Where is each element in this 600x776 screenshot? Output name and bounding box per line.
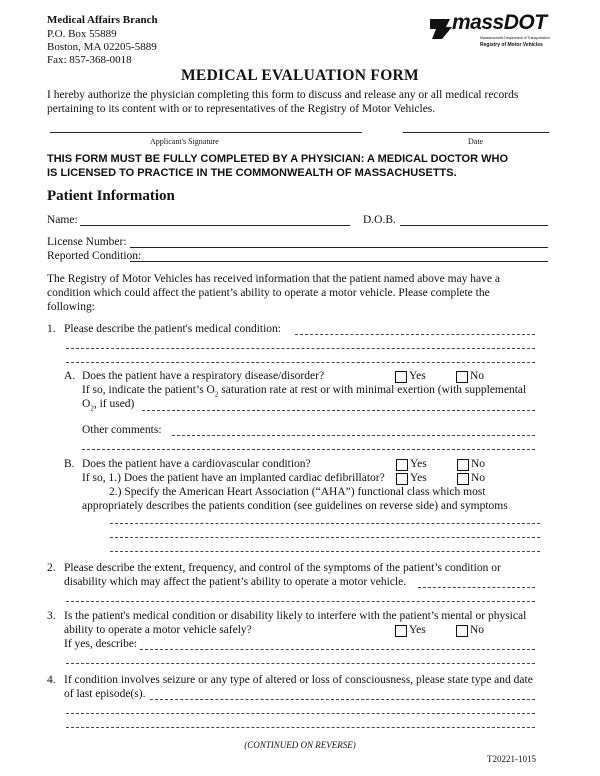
- intro-line-1: The Registry of Motor Vehicles has received information that the patient named above may have a: [47, 273, 500, 285]
- logo-text: massDOT: [452, 11, 547, 34]
- dob-label: D.O.B.: [363, 214, 396, 226]
- license-number-field[interactable]: [130, 247, 548, 248]
- physician-warning-line-1: THIS FORM MUST BE FULLY COMPLETED BY A PHYSICIAN: A MEDICAL DOCTOR WHO: [47, 153, 508, 165]
- intro-line-2: condition which could affect the patient’s ability to operate a motor vehicle. Please complete the: [47, 287, 490, 299]
- q3-no-label: No: [470, 624, 485, 636]
- fax-number: Fax: 857-368-0018: [47, 54, 132, 66]
- applicant-signature-line[interactable]: [50, 132, 362, 133]
- q1a-yes-checkbox[interactable]: [395, 371, 407, 383]
- q1-b-label: B.: [64, 458, 75, 470]
- question-3-line-1: Is the patient's medical condition or disability likely to interfere with the patient’s mental or physical: [64, 610, 527, 622]
- branch-name: Medical Affairs Branch: [47, 14, 158, 26]
- reported-condition-label: Reported Condition:: [47, 250, 142, 262]
- q1a-yes-label: Yes: [409, 370, 426, 382]
- question-2-number: 2.: [47, 562, 56, 574]
- question-1-number: 1.: [47, 323, 56, 335]
- q1b-yes-label: Yes: [410, 458, 427, 470]
- q1-answer-line-3[interactable]: [66, 362, 535, 363]
- date-label: Date: [468, 137, 484, 146]
- q1-a-label: A.: [64, 370, 76, 382]
- q1a-no-label: No: [470, 370, 485, 382]
- defibrillator-yes-label: Yes: [410, 472, 427, 484]
- page-title: MEDICAL EVALUATION FORM: [181, 67, 419, 84]
- defibrillator-yes-checkbox[interactable]: [396, 473, 408, 485]
- q1b-no-checkbox[interactable]: [457, 459, 469, 471]
- question-2-line-1: Please describe the extent, frequency, and control of the symptoms of the patient’s condition or: [64, 562, 501, 574]
- authorization-line-1: I hereby authorize the physician completing this form to discuss and release any or all medical records: [47, 89, 519, 101]
- form-code: T20221-1015: [487, 754, 536, 764]
- logo-subtitle-1: Massachusetts Department of Transportation: [480, 36, 550, 40]
- signature-date-line[interactable]: [403, 132, 549, 133]
- reported-condition-field[interactable]: [130, 261, 548, 262]
- q1-answer-line-2[interactable]: [66, 348, 535, 349]
- o2-saturation-field[interactable]: [142, 410, 535, 411]
- question-4-number: 4.: [47, 674, 56, 686]
- license-number-label: License Number:: [47, 236, 127, 248]
- q4-answer-line-2[interactable]: [66, 713, 535, 714]
- q1-b-sub-1: If so, 1.) Does the patient have an implanted cardiac defibrillator?: [82, 472, 385, 484]
- applicant-signature-label: Applicant's Signature: [150, 137, 219, 146]
- q1-b-sub-2a: 2.) Specify the American Heart Association (“AHA”) functional class which most: [109, 486, 486, 498]
- question-3-number: 3.: [47, 610, 56, 622]
- q1-b-sub-2b: appropriately describes the patients condition (see guidelines on reverse side) and symptoms: [82, 500, 508, 512]
- q1a-no-checkbox[interactable]: [456, 371, 468, 383]
- other-comments-field-2[interactable]: [82, 449, 535, 450]
- po-box: P.O. Box 55889: [47, 28, 117, 40]
- address-city: Boston, MA 02205-5889: [47, 41, 157, 53]
- q3-yes-checkbox[interactable]: [395, 625, 407, 637]
- logo-subtitle-2: Registry of Motor Vehicles: [480, 42, 543, 48]
- defibrillator-no-label: No: [471, 472, 486, 484]
- aha-class-line-1[interactable]: [110, 523, 540, 524]
- q3-no-checkbox[interactable]: [456, 625, 468, 637]
- patient-information-heading: Patient Information: [47, 188, 175, 204]
- aha-class-line-2[interactable]: [110, 537, 540, 538]
- q1-b-text: Does the patient have a cardiovascular condition?: [82, 458, 311, 470]
- q1-a-detail-line-1: If so, indicate the patient’s $O_2$ saturation rate at rest or with minimal exertion (with supplemental: [82, 384, 527, 399]
- question-1-text: Please describe the patient's medical condition:: [64, 323, 281, 335]
- q1b-no-label: No: [471, 458, 486, 470]
- q1-a-detail-line-2: $O_2$, if used): [82, 398, 135, 413]
- q3-describe-field-2[interactable]: [66, 663, 535, 664]
- question-4-line-1: If condition involves seizure or any type of altered or loss of consciousness, please state type and date: [64, 674, 533, 686]
- authorization-line-2: pertaining to its content with or to representatives of the Registry of Motor Vehicles.: [47, 103, 436, 115]
- q2-answer-line-2[interactable]: [66, 601, 535, 602]
- aha-class-line-3[interactable]: [110, 551, 540, 552]
- other-comments-field-1[interactable]: [172, 435, 535, 436]
- intro-line-3: following:: [47, 301, 95, 313]
- other-comments-label: Other comments:: [82, 424, 162, 436]
- q2-answer-line-1[interactable]: [418, 587, 535, 588]
- q4-answer-line-3[interactable]: [66, 727, 535, 728]
- name-field[interactable]: [80, 225, 350, 226]
- question-2-line-2: disability which may affect the patient’s ability to operate a motor vehicle.: [64, 576, 407, 588]
- q3-describe-field-1[interactable]: [140, 649, 535, 650]
- q3-describe-label: If yes, describe:: [64, 638, 138, 650]
- q4-answer-line-1[interactable]: [150, 699, 535, 700]
- q3-yes-label: Yes: [409, 624, 426, 636]
- q1-a-text: Does the patient have a respiratory disease/disorder?: [82, 370, 325, 382]
- dob-field[interactable]: [400, 225, 548, 226]
- massdot-logo: [428, 12, 568, 48]
- massdot-logo-icon: [428, 15, 454, 41]
- q1-answer-line-1[interactable]: [295, 334, 535, 335]
- defibrillator-no-checkbox[interactable]: [457, 473, 469, 485]
- continued-on-reverse: (CONTINUED ON REVERSE): [244, 740, 356, 750]
- question-3-line-2: ability to operate a motor vehicle safely?: [64, 624, 252, 636]
- name-label: Name:: [47, 214, 78, 226]
- question-4-line-2: of last episode(s).: [64, 688, 146, 700]
- q1b-yes-checkbox[interactable]: [396, 459, 408, 471]
- physician-warning-line-2: IS LICENSED TO PRACTICE IN THE COMMONWEALTH OF MASSACHUSETTS.: [47, 167, 457, 179]
